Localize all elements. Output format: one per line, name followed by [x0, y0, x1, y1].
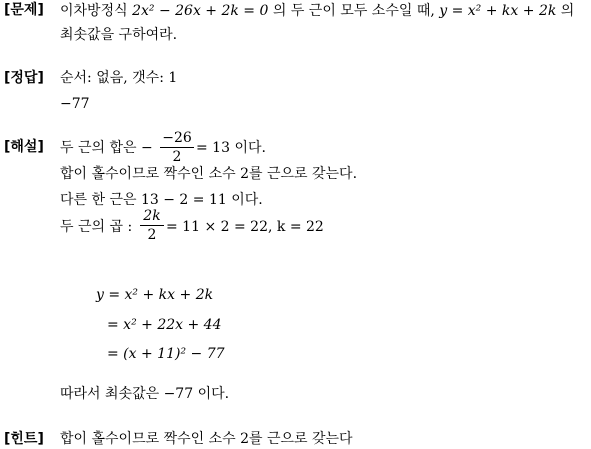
problem-text-c: 의 두 근이 모두 소수일 때,	[268, 3, 440, 19]
fraction-sum-denominator: 2	[172, 149, 182, 165]
fraction-product-numerator: 2k	[143, 208, 161, 224]
problem-text-e: 의	[556, 3, 575, 19]
equation-line-1: y = x² + kx + 2k	[96, 287, 214, 303]
problem-tag: [문제]	[4, 2, 44, 18]
fraction-product	[140, 208, 164, 243]
solution-line-2: 합이 홀수이므로 짝수인 소수 2를 근으로 갖는다.	[60, 166, 358, 182]
solution-line-3: 다른 한 근은 13 − 2 = 11 이다.	[60, 192, 263, 208]
fraction-sum-numerator: −26	[162, 130, 192, 146]
problem-line-2: 최솟값을 구하여라.	[60, 27, 178, 43]
fraction-sum	[160, 130, 194, 165]
answer-line-1: 순서: 없음, 갯수: 1	[60, 70, 178, 86]
problem-text-a: 이차방정식	[60, 3, 133, 19]
solution-line-4b: = 11 × 2 = 22, k = 22	[166, 219, 324, 235]
fraction-bar	[160, 147, 194, 148]
answer-line-2: −77	[60, 96, 90, 112]
solution-line-1a: 두 근의 합은 −	[60, 140, 153, 156]
solution-line-1b: = 13 이다.	[196, 140, 266, 156]
solution-line-4a: 두 근의 곱 :	[60, 219, 133, 235]
answer-tag: [정답]	[4, 70, 44, 86]
fraction-bar	[140, 225, 164, 226]
problem-line-1	[60, 3, 574, 19]
problem-equation: 2x² − 26x + 2k = 0	[132, 3, 269, 19]
equation-line-3: = (x + 11)² − 77	[107, 346, 225, 362]
fraction-product-denominator: 2	[147, 227, 157, 243]
hint-tag: [힌트]	[4, 431, 44, 447]
solution-conclusion: 따라서 최솟값은 −77 이다.	[60, 386, 230, 402]
problem-function: y = x² + kx + 2k	[439, 3, 557, 19]
hint-text: 합이 홀수이므로 짝수인 소수 2를 근으로 갖는다	[60, 431, 353, 447]
solution-tag: [해설]	[4, 139, 44, 155]
equation-line-2: = x² + 22x + 44	[107, 317, 222, 333]
